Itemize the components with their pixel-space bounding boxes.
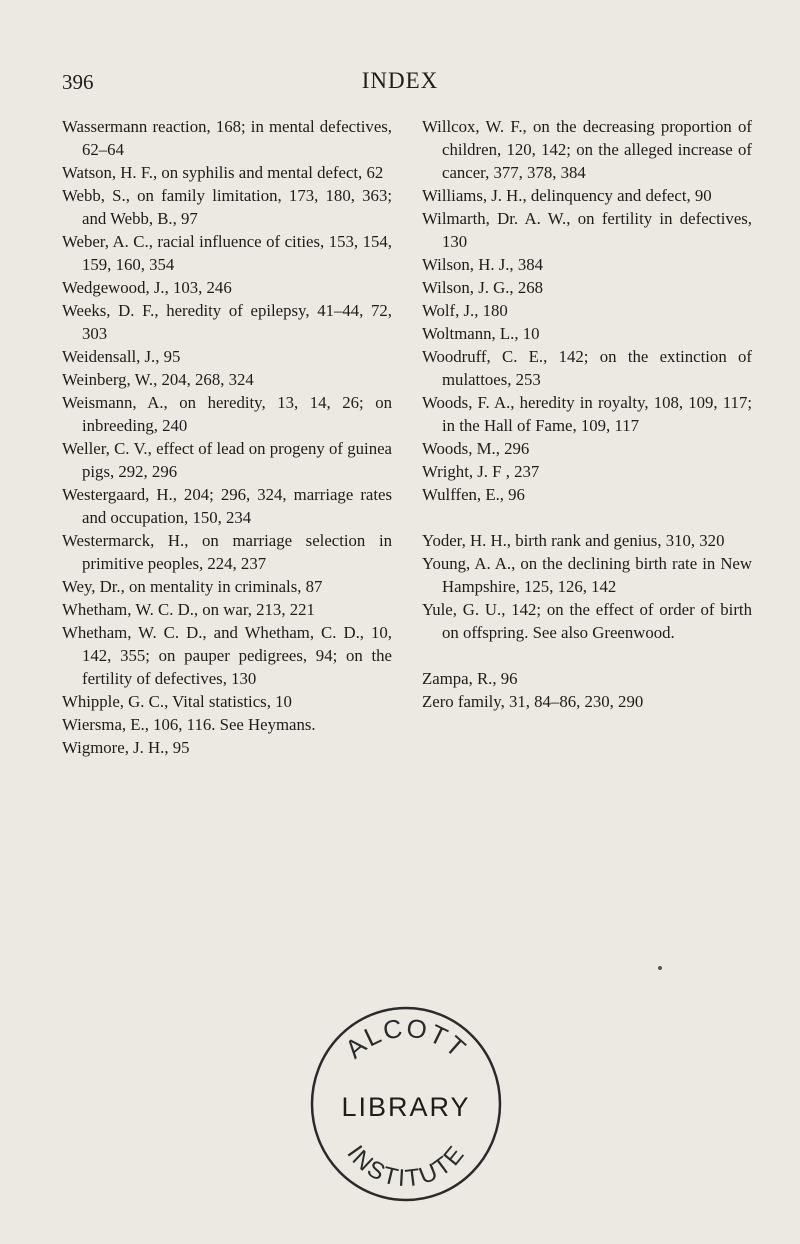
index-entry: Wassermann reaction, 168; in mental defectives, 62–64 bbox=[62, 117, 392, 159]
index-entry: Weismann, A., on heredity, 13, 14, 26; on inbreeding, 240 bbox=[62, 393, 392, 435]
index-column-right bbox=[422, 115, 752, 713]
index-entry: Wulffen, E., 96 bbox=[422, 485, 525, 504]
index-entry: Whetham, W. C. D., on war, 213, 221 bbox=[62, 600, 315, 619]
index-entry: Williams, J. H., delinquency and defect, 90 bbox=[422, 186, 712, 205]
stamp-center-text: LIBRARY bbox=[341, 1092, 471, 1122]
index-entry: Wigmore, J. H., 95 bbox=[62, 738, 190, 757]
index-entry: Webb, S., on family limitation, 173, 180, 363; and Webb, B., 97 bbox=[62, 186, 392, 228]
index-entry: Wiersma, E., 106, 116. See Heymans. bbox=[62, 715, 316, 734]
stamp-top-text: ALCOTT bbox=[339, 1012, 473, 1065]
index-entry: Weller, C. V., effect of lead on progeny of guinea pigs, 292, 296 bbox=[62, 439, 392, 481]
index-entry: Willcox, W. F., on the decreasing proportion of children, 120, 142; on the alleged increase of cancer, 377, 378, 384 bbox=[422, 117, 752, 182]
index-entry: Woltmann, L., 10 bbox=[422, 324, 540, 343]
index-entry: Zero family, 31, 84–86, 230, 290 bbox=[422, 692, 644, 711]
index-entry: Wey, Dr., on mentality in criminals, 87 bbox=[62, 577, 323, 596]
index-column-left bbox=[62, 115, 392, 759]
index-entry: Westermarck, H., on marriage selection in primitive peoples, 224, 237 bbox=[62, 531, 392, 573]
index-entry: Young, A. A., on the declining birth rate in New Hampshire, 125, 126, 142 bbox=[422, 554, 752, 596]
index-entry: Zampa, R., 96 bbox=[422, 669, 518, 688]
index-entry: Yule, G. U., 142; on the effect of order of birth on offspring. See also Greenwood. bbox=[422, 600, 752, 642]
index-entry: Wright, J. F , 237 bbox=[422, 462, 540, 481]
index-entry: Wolf, J., 180 bbox=[422, 301, 508, 320]
index-entry: Westergaard, H., 204; 296, 324, marriage rates and occupation, 150, 234 bbox=[62, 485, 392, 527]
index-entry: Weeks, D. F., heredity of epilepsy, 41–44, 72, 303 bbox=[62, 301, 392, 343]
index-entry: Wilson, H. J., 384 bbox=[422, 255, 543, 274]
index-entry: Whetham, W. C. D., and Whetham, C. D., 10, 142, 355; on pauper pedigrees, 94; on the fertility of defectives, 130 bbox=[62, 623, 392, 688]
index-entry: Woods, F. A., heredity in royalty, 108, 109, 117; in the Hall of Fame, 109, 117 bbox=[422, 393, 752, 435]
index-entry: Woodruff, C. E., 142; on the extinction of mulattoes, 253 bbox=[422, 347, 752, 389]
index-entry: Woods, M., 296 bbox=[422, 439, 530, 458]
page-number: 396 bbox=[62, 70, 94, 94]
index-entry: Wilmarth, Dr. A. W., on fertility in defectives, 130 bbox=[422, 209, 752, 251]
index-entry: Weber, A. C., racial influence of cities, 153, 154, 159, 160, 354 bbox=[62, 232, 392, 274]
library-stamp bbox=[306, 1004, 506, 1204]
letter-gap bbox=[422, 506, 752, 529]
page-title: INDEX bbox=[361, 68, 439, 93]
index-entry: Whipple, G. C., Vital statistics, 10 bbox=[62, 692, 292, 711]
letter-gap bbox=[422, 644, 752, 667]
index-entry: Wilson, J. G., 268 bbox=[422, 278, 543, 297]
index-entry: Wedgewood, J., 103, 246 bbox=[62, 278, 232, 297]
ink-speck bbox=[658, 966, 662, 970]
index-entry: Yoder, H. H., birth rank and genius, 310, 320 bbox=[422, 531, 725, 550]
index-entry: Weidensall, J., 95 bbox=[62, 347, 181, 366]
index-entry: Weinberg, W., 204, 268, 324 bbox=[62, 370, 254, 389]
index-entry: Watson, H. F., on syphilis and mental defect, 62 bbox=[62, 163, 384, 182]
stamp-bottom-text: INSTITUTE bbox=[341, 1139, 471, 1193]
